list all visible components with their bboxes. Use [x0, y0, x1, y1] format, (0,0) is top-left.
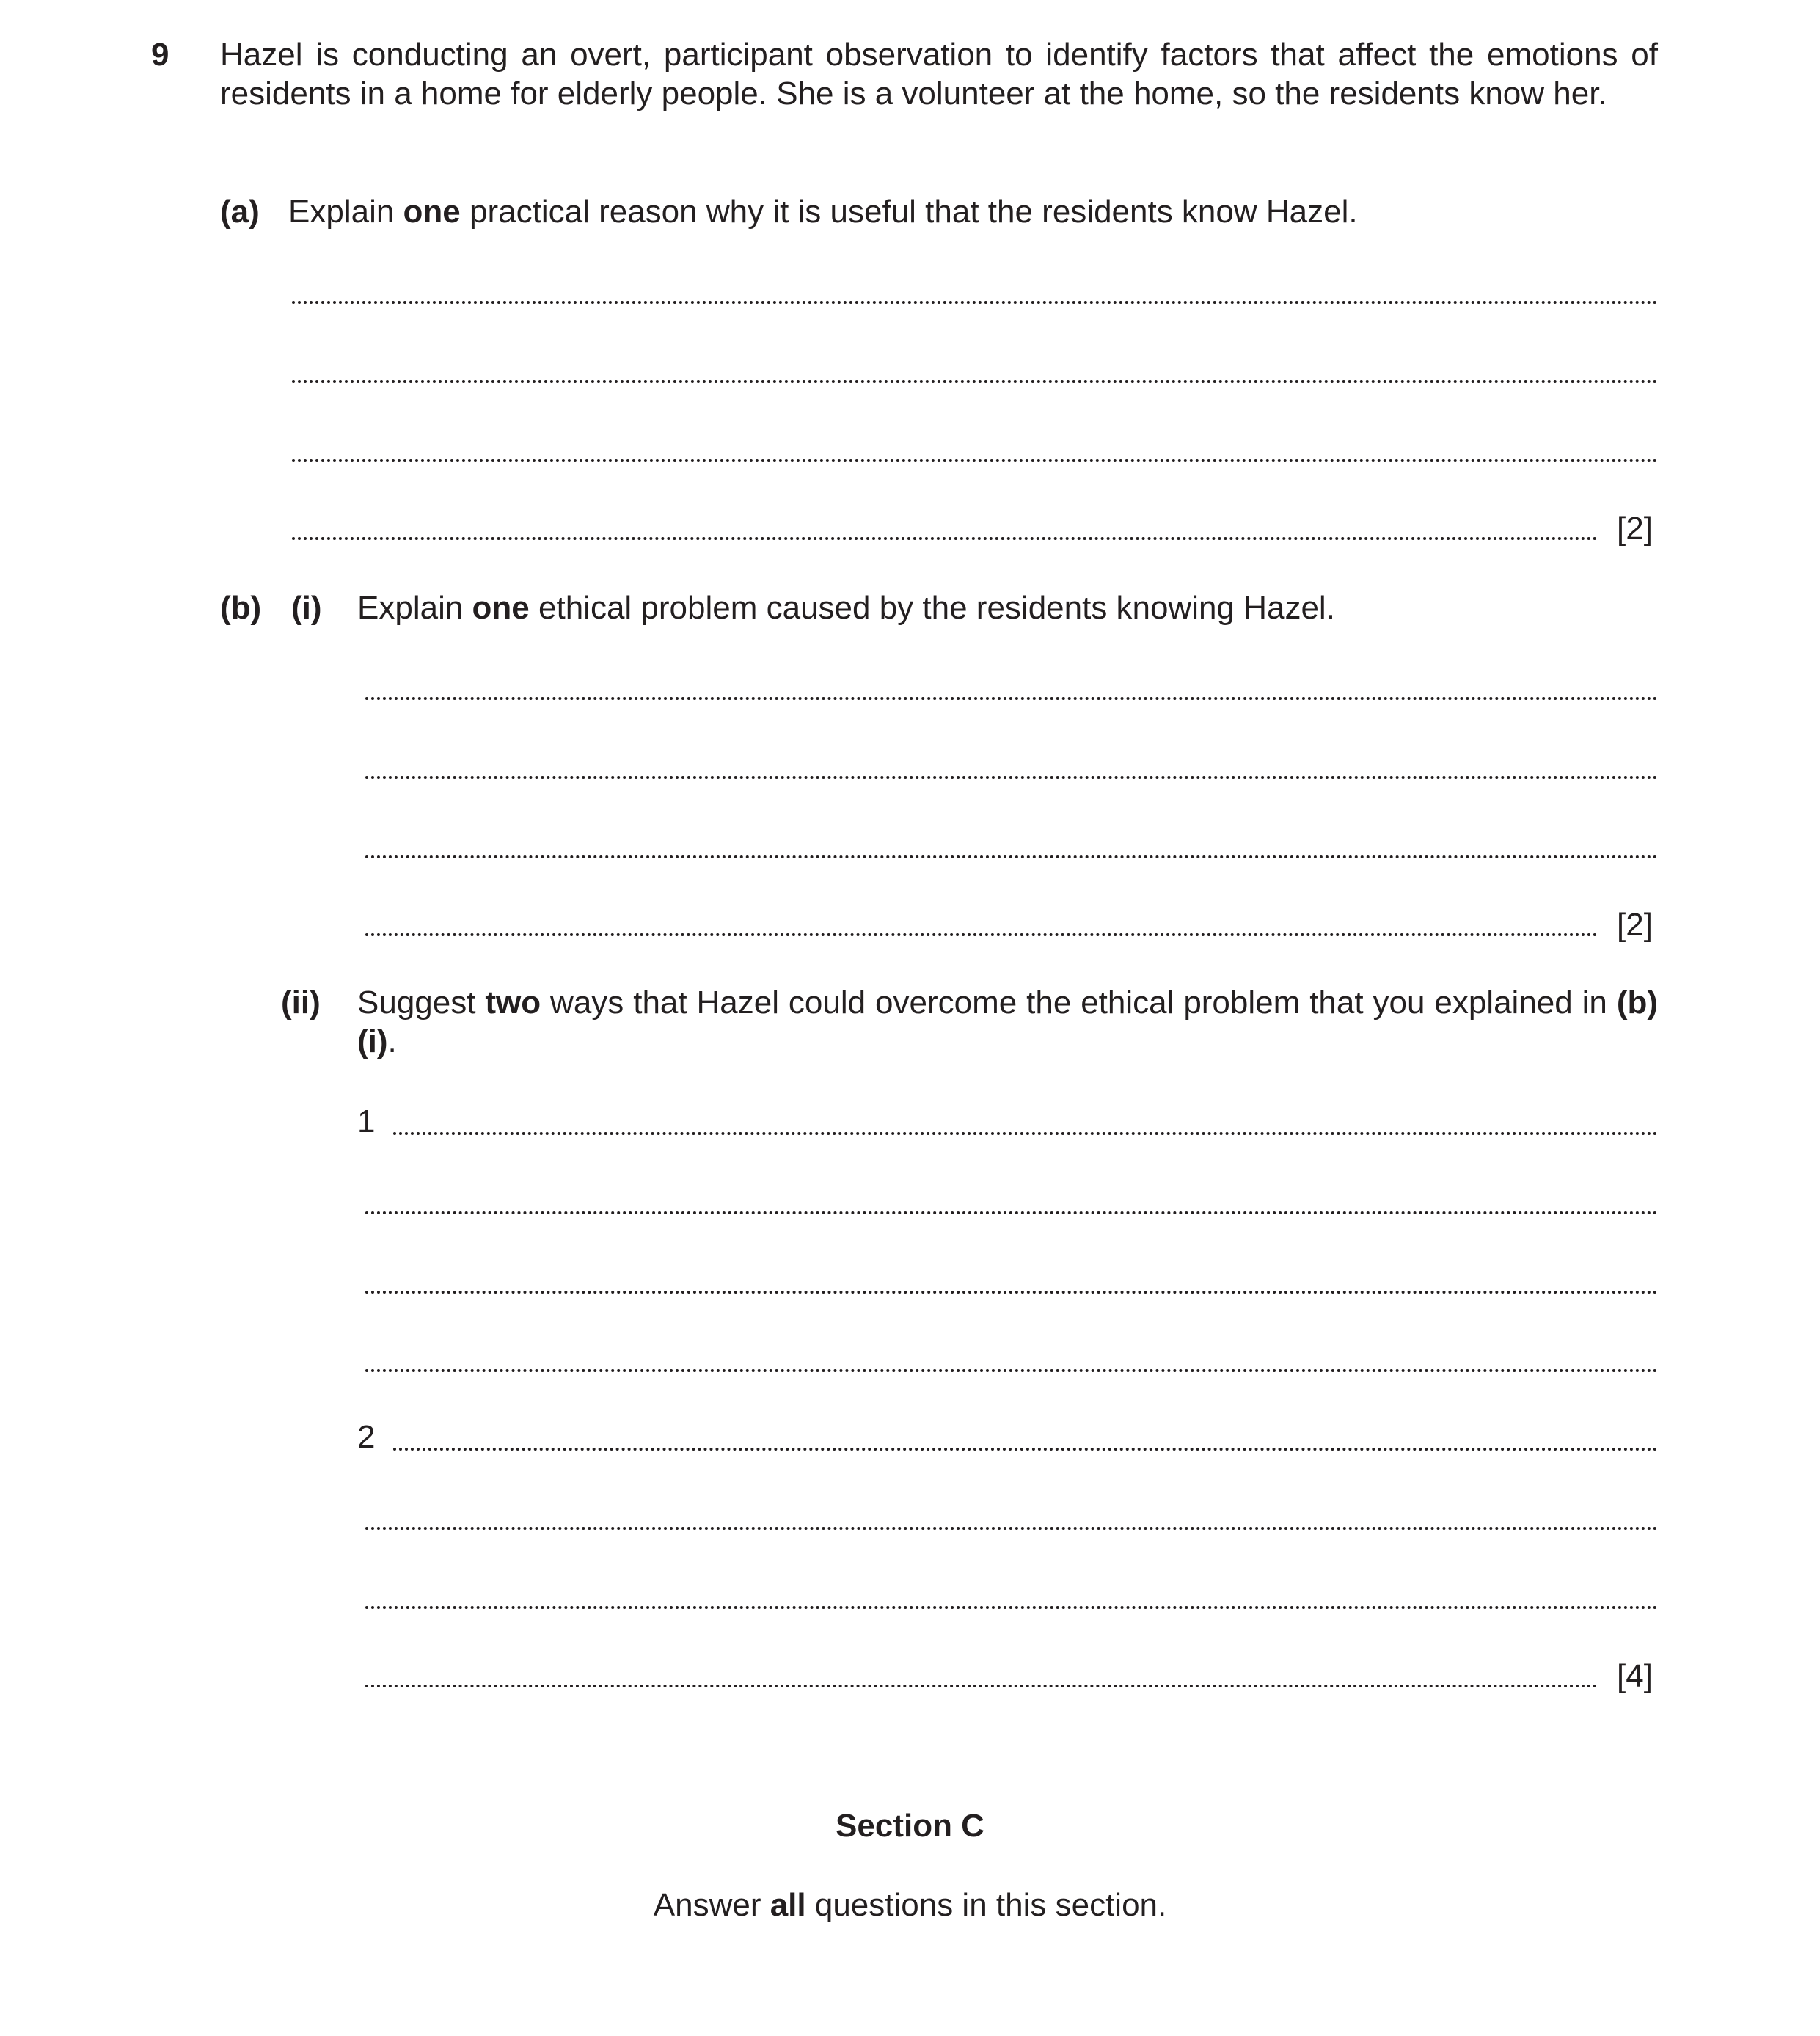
part-a-label: (a) [220, 194, 260, 230]
part-b-ii-prompt-end: . [387, 1024, 397, 1059]
answer-line[interactable] [365, 1369, 1658, 1372]
section-instruction [0, 1886, 1820, 1924]
part-b-i-label: (i) [291, 590, 322, 626]
part-b-ii-prompt-emphasis: two [485, 985, 541, 1021]
question-stem: Hazel is conducting an overt, participant observation to identify factors that affect the emotions of residents in a home for elderly people. She is a volunteer at the home, so the residents know her. [220, 37, 1658, 112]
section-instruction-post: questions in this section. [805, 1887, 1167, 1923]
part-a-prompt-post: practical reason why it is useful that the residents know Hazel. [460, 194, 1358, 230]
answer-line[interactable] [365, 933, 1598, 936]
answer-line[interactable] [365, 1527, 1658, 1530]
part-b-i-prompt-emphasis: one [472, 590, 530, 626]
answer-line[interactable] [365, 855, 1658, 858]
part-b-i-prompt [357, 588, 1335, 627]
answer-line[interactable] [365, 1211, 1658, 1214]
part-b-ii-prompt-reference: (b)(i) [357, 985, 1658, 1059]
answer-line[interactable] [393, 1132, 1658, 1135]
section-title: Section C [836, 1808, 984, 1844]
part-b-ii-prompt [357, 983, 1658, 1061]
part-b-i-prompt-pre: Explain [357, 590, 472, 626]
answer-line[interactable] [365, 1685, 1598, 1687]
answer-line[interactable] [292, 380, 1658, 383]
answer-line[interactable] [393, 1448, 1658, 1451]
answer-line[interactable] [365, 1606, 1658, 1609]
answer-line[interactable] [365, 776, 1658, 779]
part-b-label: (b) [220, 590, 262, 626]
part-a-prompt [288, 192, 1358, 231]
answer-item-2-number: 2 [357, 1419, 376, 1455]
question-number: 9 [151, 37, 169, 73]
answer-item-1-number: 1 [357, 1103, 376, 1139]
marks-allocation: [2] [1617, 907, 1653, 943]
marks-allocation: [2] [1617, 511, 1653, 547]
part-b-ii-prompt-mid: ways that Hazel could overcome the ethical problem that you explained in [541, 985, 1617, 1021]
marks-allocation: [4] [1617, 1658, 1653, 1694]
answer-line[interactable] [365, 697, 1658, 700]
answer-line[interactable] [292, 301, 1658, 304]
section-instruction-pre: Answer [653, 1887, 770, 1923]
part-b-ii-label: (ii) [281, 985, 321, 1021]
part-b-ii-prompt-pre: Suggest [357, 985, 486, 1021]
part-a-prompt-pre: Explain [288, 194, 403, 230]
answer-line[interactable] [292, 459, 1658, 462]
answer-line[interactable] [292, 537, 1598, 540]
part-b-i-prompt-post: ethical problem caused by the residents knowing Hazel. [529, 590, 1335, 626]
answer-line[interactable] [365, 1291, 1658, 1294]
part-a-prompt-emphasis: one [403, 194, 461, 230]
section-instruction-emphasis: all [770, 1887, 806, 1923]
